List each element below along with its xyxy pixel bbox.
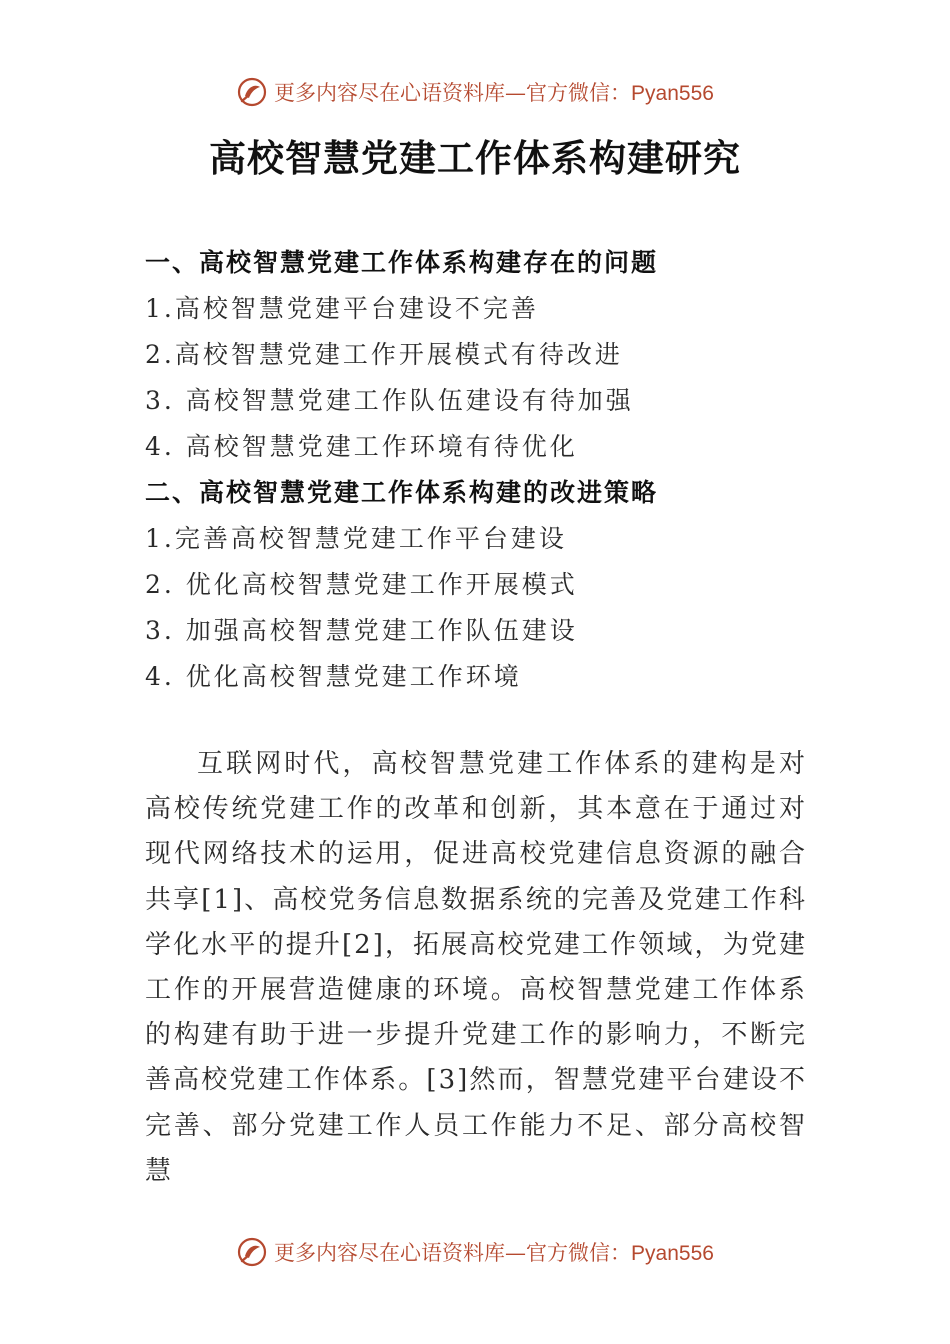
document-title: 高校智慧党建工作体系构建研究 — [209, 137, 741, 180]
watermark-text: 更多内容尽在心语资料库—官方微信：Pyan556 — [274, 81, 714, 105]
body-paragraph: 互联网时代，高校智慧党建工作体系的建构是对高校传统党建工作的改革和创新，其本意在于通过对现代网络技术的运用，促进高校党建信息资源的融合共享[1]、高校党务信息数据系统的完善及党建工作科学化水平的提升[2]，拓展高校党建工作领域，为党建工作的开展营造健康的环境。高校智慧党建工作体系的构建有助于进一步提升党建工作的影响力，不断完善高校党建工作体系。[3]然而，智慧党建平台建设不完善、部分党建工作人员工作能力不足、部分高校智慧 — [145, 749, 807, 1186]
outline-item: 4. 高校智慧党建工作环境有待优化 — [145, 432, 578, 461]
outline-item: 1.高校智慧党建平台建设不完善 — [145, 294, 539, 323]
outline-item: 2. 优化高校智慧党建工作开展模式 — [145, 570, 578, 599]
outline-item: 3. 加强高校智慧党建工作队伍建设 — [145, 616, 578, 645]
header-watermark — [0, 72, 950, 112]
outline-item: 2.高校智慧党建工作开展模式有待改进 — [145, 340, 623, 369]
outline-list — [145, 240, 825, 700]
watermark-text: 更多内容尽在心语资料库—官方微信：Pyan556 — [274, 1241, 714, 1265]
outline-item: 1.完善高校智慧党建工作平台建设 — [145, 524, 567, 553]
wechat-id: Pyan556 — [631, 82, 714, 105]
wechat-id: Pyan556 — [631, 1242, 714, 1265]
footer-watermark — [0, 1232, 950, 1272]
logo-icon — [236, 76, 268, 108]
section-heading: 二、高校智慧党建工作体系构建的改进策略 — [145, 478, 659, 507]
outline-item: 4. 优化高校智慧党建工作环境 — [145, 662, 522, 691]
logo-icon — [236, 1236, 268, 1268]
outline-item: 3. 高校智慧党建工作队伍建设有待加强 — [145, 386, 634, 415]
section-heading: 一、高校智慧党建工作体系构建存在的问题 — [145, 248, 659, 277]
